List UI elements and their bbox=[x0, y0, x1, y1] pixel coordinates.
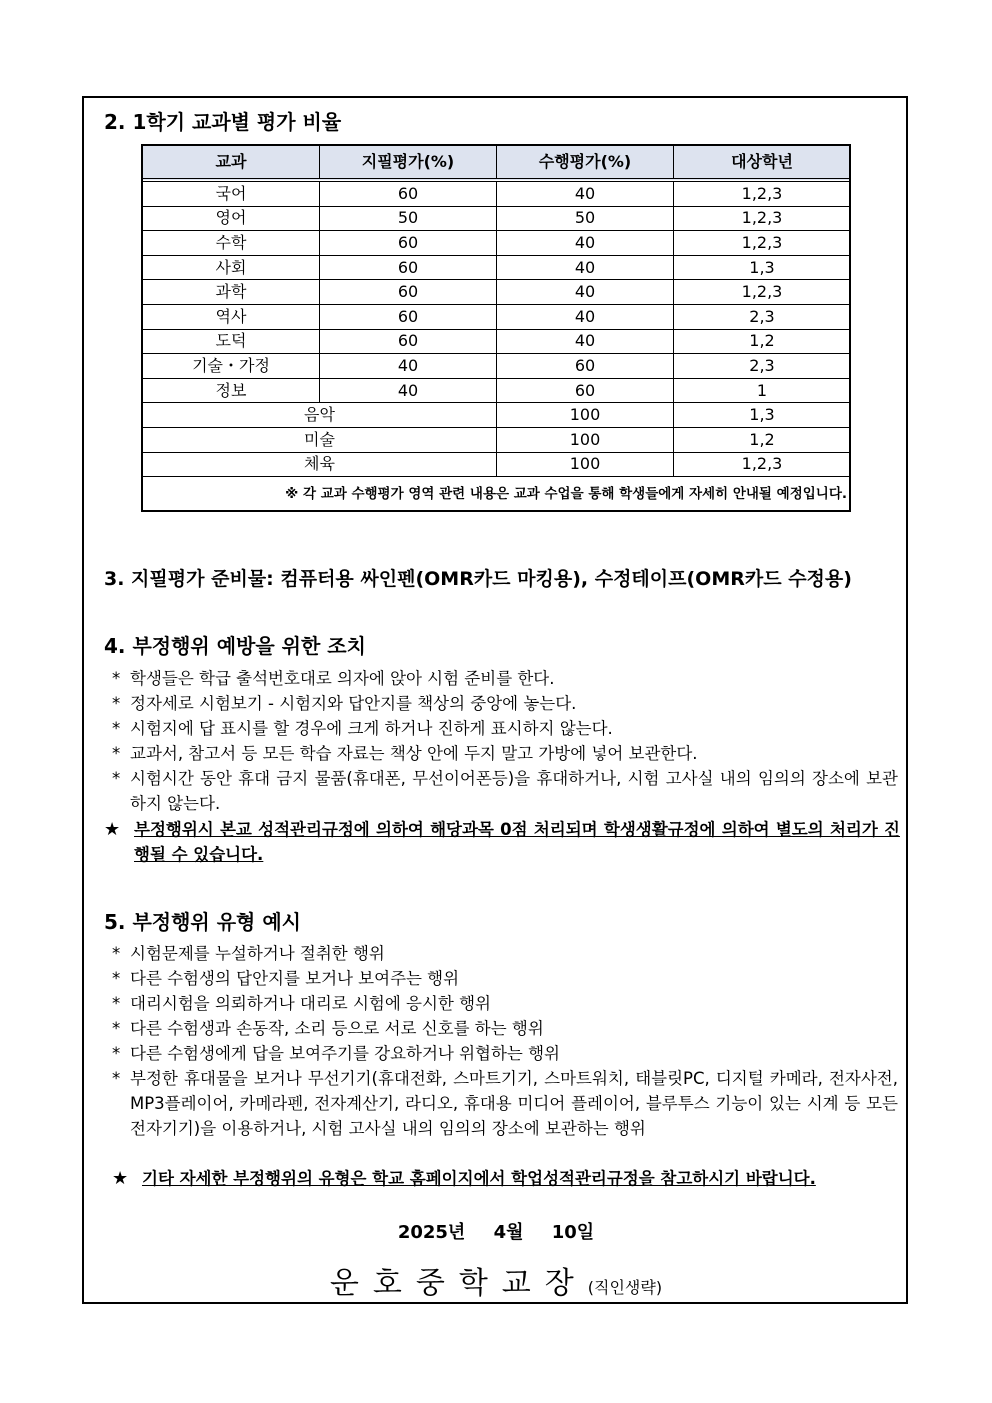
prevention-list bbox=[110, 666, 898, 816]
bullet-mark: * bbox=[112, 1019, 121, 1038]
cell-grades: 2,3 bbox=[674, 304, 851, 329]
cell-written: 40 bbox=[320, 354, 497, 379]
bullet-mark: * bbox=[112, 744, 121, 763]
section-5-title: 5. 부정행위 유형 예시 bbox=[104, 910, 301, 934]
cell-subject: 미술 bbox=[143, 427, 497, 452]
cell-written: 60 bbox=[320, 255, 497, 280]
table-row bbox=[143, 180, 851, 206]
cell-subject: 국어 bbox=[143, 180, 320, 206]
table-row bbox=[143, 452, 851, 477]
list-item bbox=[110, 966, 898, 991]
violation-types-list bbox=[110, 941, 898, 1141]
bullet-mark: * bbox=[112, 719, 121, 738]
cell-performance: 100 bbox=[497, 452, 674, 477]
cell-written: 60 bbox=[320, 231, 497, 256]
table-row bbox=[143, 255, 851, 280]
cell-subject: 기술・가정 bbox=[143, 354, 320, 379]
header-subject: 교과 bbox=[143, 146, 320, 181]
cell-performance: 40 bbox=[497, 329, 674, 354]
issue-date: 2025년 4월 10일 bbox=[397, 1222, 595, 1243]
bullet-mark: * bbox=[112, 1069, 121, 1088]
list-item-text: 다른 수험생에게 답을 보여주기를 강요하거나 위협하는 행위 bbox=[130, 1044, 560, 1063]
prevention-warning bbox=[104, 817, 900, 867]
cell-written: 60 bbox=[320, 180, 497, 206]
table-note-row bbox=[143, 477, 851, 512]
types-warning bbox=[112, 1166, 900, 1191]
cell-subject: 영어 bbox=[143, 206, 320, 231]
list-item bbox=[110, 941, 898, 966]
cell-grades: 1,2,3 bbox=[674, 180, 851, 206]
list-item-text: 대리시험을 의뢰하거나 대리로 시험에 응시한 행위 bbox=[130, 994, 491, 1013]
cell-performance: 60 bbox=[497, 378, 674, 403]
list-item-text: 시험지에 답 표시를 할 경우에 크게 하거나 진하게 표시하지 않는다. bbox=[130, 719, 613, 738]
cell-performance: 40 bbox=[497, 304, 674, 329]
table-row bbox=[143, 231, 851, 256]
bullet-mark: * bbox=[112, 944, 121, 963]
cell-grades: 1,2,3 bbox=[674, 206, 851, 231]
star-icon: ★ bbox=[104, 819, 121, 840]
cell-grades: 1,2 bbox=[674, 427, 851, 452]
list-item-text: 다른 수험생과 손동작, 소리 등으로 서로 신호를 하는 행위 bbox=[130, 1019, 544, 1038]
list-item bbox=[110, 1066, 898, 1141]
bullet-mark: * bbox=[112, 694, 121, 713]
list-item bbox=[110, 716, 898, 741]
section-4-title: 4. 부정행위 예방을 위한 조치 bbox=[104, 634, 366, 658]
types-warning-text: 기타 자세한 부정행위의 유형은 학교 홈페이지에서 학업성적관리규정을 참고하시기 바랍니다. bbox=[142, 1169, 816, 1188]
bullet-mark: * bbox=[112, 969, 121, 988]
header-grades: 대상학년 bbox=[674, 146, 851, 181]
cell-grades: 1,2,3 bbox=[674, 231, 851, 256]
cell-grades: 1,3 bbox=[674, 403, 851, 428]
cell-performance: 100 bbox=[497, 403, 674, 428]
list-item bbox=[110, 741, 898, 766]
list-item-text: 시험문제를 누설하거나 절취한 행위 bbox=[130, 944, 385, 963]
table-note: ※ 각 교과 수행평가 영역 관련 내용은 교과 수업을 통해 학생들에게 자세히 안내될 예정입니다. bbox=[143, 477, 851, 512]
prevention-warning-text: 부정행위시 본교 성적관리규정에 의하여 해당과목 0점 처리되며 학생생활규정에 의하여 별도의 처리가 진행될 수 있습니다. bbox=[134, 820, 900, 864]
bullet-mark: * bbox=[112, 669, 121, 688]
list-item bbox=[110, 1016, 898, 1041]
cell-subject: 음악 bbox=[143, 403, 497, 428]
bullet-mark: * bbox=[112, 1044, 121, 1063]
table-row bbox=[143, 280, 851, 305]
cell-subject: 사회 bbox=[143, 255, 320, 280]
list-item-text: 부정한 휴대물을 보거나 무선기기(휴대전화, 스마트기기, 스마트워치, 태블릿PC, 디지털 카메라, 전자사전, MP3플레이어, 카메라펜, 전자계산기, 라디오, 휴대용 미디어 플레이어, 블루투스 기능이 있는 시계 등 모든 전자기기)을 이용하거나, 시험 고사실 내의 임의의 장소에 보관하는 행위 bbox=[130, 1069, 898, 1138]
signer-name: 운호중학교장 bbox=[329, 1266, 588, 1301]
cell-grades: 1,2,3 bbox=[674, 280, 851, 305]
cell-performance: 50 bbox=[497, 206, 674, 231]
cell-performance: 40 bbox=[497, 255, 674, 280]
list-item-text: 교과서, 참고서 등 모든 학습 자료는 책상 안에 두지 말고 가방에 넣어 보관한다. bbox=[130, 744, 698, 763]
table-row bbox=[143, 304, 851, 329]
list-item-text: 시험시간 동안 휴대 금지 물품(휴대폰, 무선이어폰등)을 휴대하거나, 시험 고사실 내의 임의의 장소에 보관하지 않는다. bbox=[130, 769, 898, 813]
table-row bbox=[143, 378, 851, 403]
cell-performance: 100 bbox=[497, 427, 674, 452]
list-item bbox=[110, 666, 898, 691]
list-item-text: 학생들은 학급 출석번호대로 의자에 앉아 시험 준비를 한다. bbox=[130, 669, 555, 688]
cell-subject: 수학 bbox=[143, 231, 320, 256]
cell-performance: 40 bbox=[497, 280, 674, 305]
cell-grades: 1,2,3 bbox=[674, 452, 851, 477]
cell-grades: 1,2 bbox=[674, 329, 851, 354]
bullet-mark: * bbox=[112, 994, 121, 1013]
cell-written: 60 bbox=[320, 280, 497, 305]
cell-grades: 2,3 bbox=[674, 354, 851, 379]
cell-subject: 과학 bbox=[143, 280, 320, 305]
cell-performance: 60 bbox=[497, 354, 674, 379]
table-row bbox=[143, 206, 851, 231]
cell-subject: 도덕 bbox=[143, 329, 320, 354]
header-performance: 수행평가(%) bbox=[497, 146, 674, 181]
cell-written: 60 bbox=[320, 329, 497, 354]
cell-subject: 역사 bbox=[143, 304, 320, 329]
table-row bbox=[143, 403, 851, 428]
section-3-title: 3. 지필평가 준비물: 컴퓨터용 싸인펜(OMR카드 마킹용), 수정테이프(OMR카드 수정용) bbox=[104, 568, 852, 590]
section-2-title: 2. 1학기 교과별 평가 비율 bbox=[104, 110, 342, 134]
cell-written: 60 bbox=[320, 304, 497, 329]
cell-written: 50 bbox=[320, 206, 497, 231]
cell-written: 40 bbox=[320, 378, 497, 403]
table-header-row bbox=[143, 146, 851, 181]
header-written: 지필평가(%) bbox=[320, 146, 497, 181]
cell-subject: 정보 bbox=[143, 378, 320, 403]
cell-grades: 1 bbox=[674, 378, 851, 403]
cell-performance: 40 bbox=[497, 231, 674, 256]
list-item bbox=[110, 1041, 898, 1066]
signature-line bbox=[0, 1258, 992, 1302]
star-icon: ★ bbox=[112, 1168, 129, 1189]
table-row bbox=[143, 329, 851, 354]
table-row bbox=[143, 354, 851, 379]
evaluation-ratio-table bbox=[142, 145, 851, 512]
seal-note: (직인생략) bbox=[587, 1278, 663, 1297]
list-item-text: 정자세로 시험보기 - 시험지와 답안지를 책상의 중앙에 놓는다. bbox=[130, 694, 577, 713]
list-item bbox=[110, 991, 898, 1016]
list-item bbox=[110, 691, 898, 716]
cell-subject: 체육 bbox=[143, 452, 497, 477]
list-item bbox=[110, 766, 898, 816]
cell-grades: 1,3 bbox=[674, 255, 851, 280]
bullet-mark: * bbox=[112, 769, 121, 788]
cell-performance: 40 bbox=[497, 180, 674, 206]
table-row bbox=[143, 427, 851, 452]
list-item-text: 다른 수험생의 답안지를 보거나 보여주는 행위 bbox=[130, 969, 460, 988]
